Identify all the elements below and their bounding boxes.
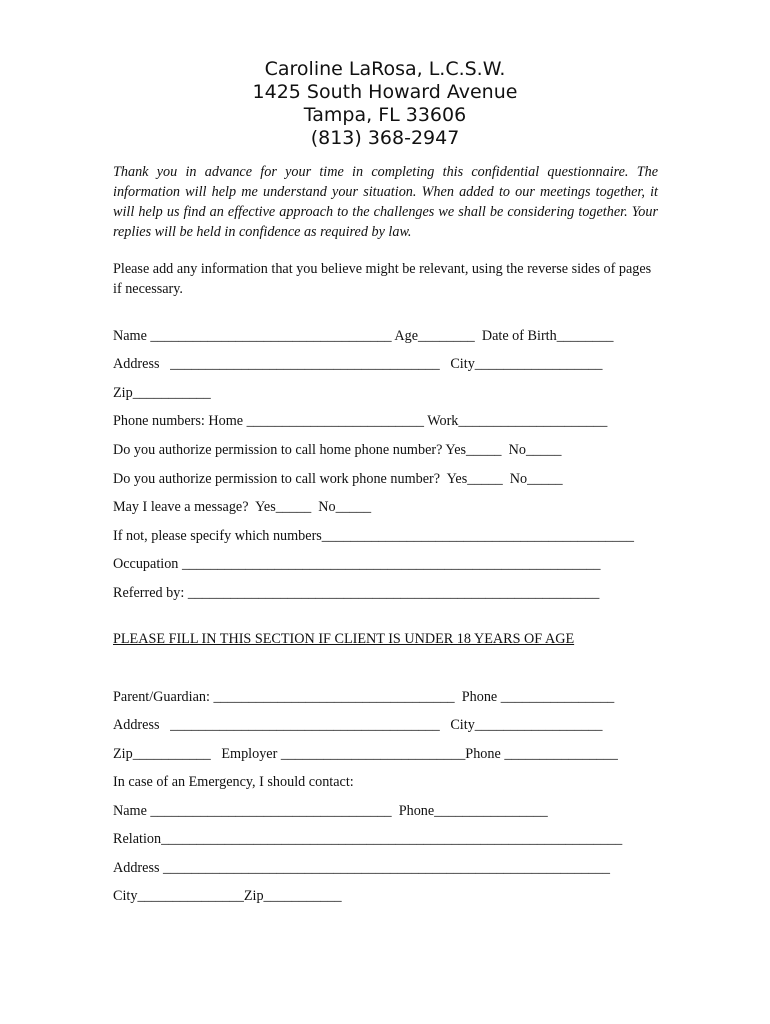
letterhead bbox=[0, 58, 770, 150]
home-phone-authorization-line: Do you authorize permission to call home phone number? Yes_____ No_____ bbox=[113, 442, 562, 458]
street-address: 1425 South Howard Avenue bbox=[252, 81, 518, 103]
occupation-line: Occupation ___________________________________________________________ bbox=[113, 556, 601, 572]
relation-line: Relation_________________________________________________________________ bbox=[113, 831, 623, 847]
parent-guardian-line: Parent/Guardian: __________________________________ Phone ________________ bbox=[113, 689, 615, 705]
zip-employer-phone-line: Zip___________ Employer __________________________Phone ________________ bbox=[113, 746, 618, 762]
office-phone: (813) 368-2947 bbox=[310, 127, 460, 149]
city-zip-line: City_______________Zip___________ bbox=[113, 888, 342, 904]
emergency-name-phone-line: Name __________________________________ Phone________________ bbox=[113, 803, 548, 819]
emergency-address-line: Address _______________________________________________________________ bbox=[113, 860, 610, 876]
city-state-zip: Tampa, FL 33606 bbox=[303, 104, 467, 126]
practitioner-name: Caroline LaRosa, L.C.S.W. bbox=[264, 58, 506, 80]
intro-paragraph: Thank you in advance for your time in completing this confidential questionnaire. The information will help me understand your situation. When added to our meetings together, it will help us find an effective approach to the challenges we shall be considering together. Your replies will be held in confidence as required by law. bbox=[113, 164, 658, 240]
minor-section-title: PLEASE FILL IN THIS SECTION IF CLIENT IS UNDER 18 YEARS OF AGE bbox=[113, 631, 575, 647]
referred-by-line: Referred by: __________________________________________________________ bbox=[113, 585, 600, 601]
zip-line: Zip___________ bbox=[113, 385, 211, 401]
instructions-paragraph: Please add any information that you believe might be relevant, using the reverse sides of pages if necessary. bbox=[113, 261, 652, 297]
address-city-line: Address ______________________________________ City__________________ bbox=[113, 356, 603, 372]
leave-message-line: May I leave a message? Yes_____ No_____ bbox=[113, 499, 372, 515]
phone-numbers-line: Phone numbers: Home _________________________ Work_____________________ bbox=[113, 413, 608, 429]
guardian-address-city-line: Address ______________________________________ City__________________ bbox=[113, 717, 603, 733]
emergency-contact-heading: In case of an Emergency, I should contact: bbox=[113, 774, 354, 790]
work-phone-authorization-line: Do you authorize permission to call work phone number? Yes_____ No_____ bbox=[113, 471, 563, 487]
name-age-dob-line: Name __________________________________ Age________ Date of Birth________ bbox=[113, 328, 614, 344]
specify-numbers-line: If not, please specify which numbers____________________________________________ bbox=[113, 528, 634, 544]
